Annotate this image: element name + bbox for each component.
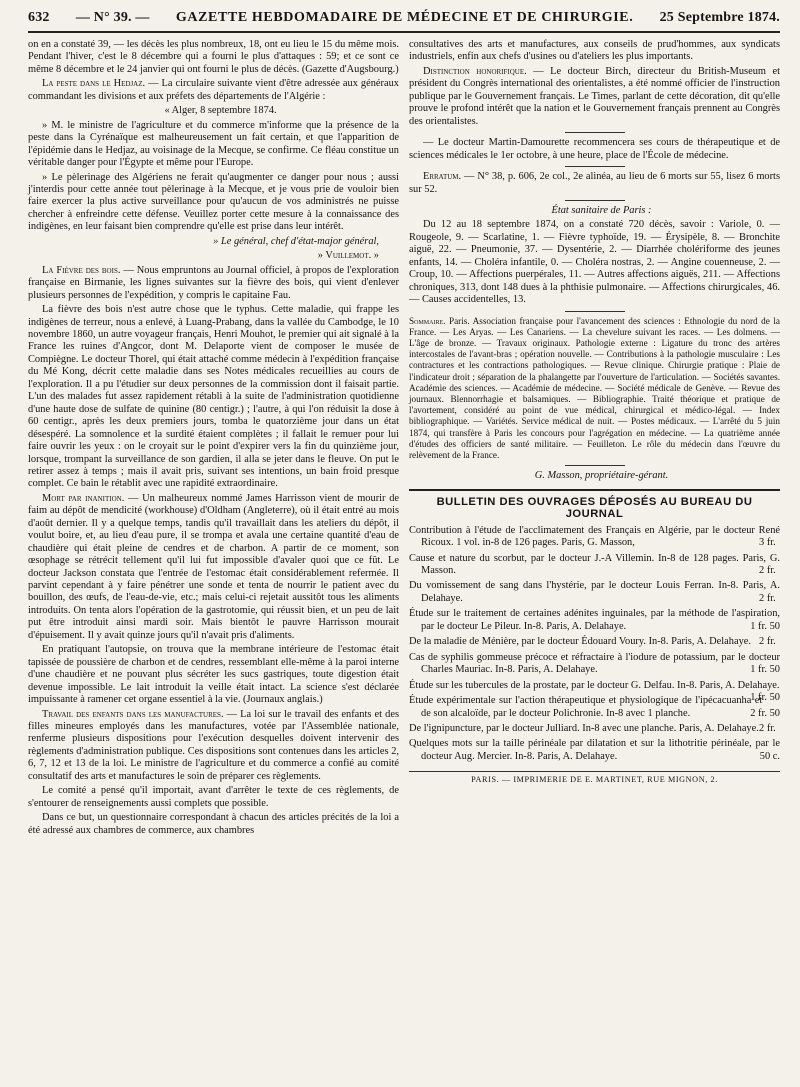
article-heading: Travail des enfants dans les manufactures.: [42, 708, 224, 720]
summary-text: Paris. Association française pour l'avancement des sciences : Ethnologie du nord de la France. — Les Aryas. — Les Canariens. — La chevelure suivant les races. — Les dolmens. — L'âge de bronze. — Travaux originaux. Pathologie externe : Ligature du tronc des artères intercostales de l'avant-bras ; opération nouvelle. — Contributions à la pathologie musculaire : Les contractures et les contractions pathologiques. — Revue clinique. Chirurgie pratique : Plaie de l'indicateur droit ; séparation de la phalangette par l'ouverture de l'articulation. — Sociétés savantes. Académie des sciences. — Académie de médecine. — Société médicale de Genève. — Revue des journaux. Blennorrhagie et balsamiques. — Bibliographie. Traité théorique et pratique de l'avortement, considéré au point de vue médical, chirurgical et médico-légal. — Index bibliographique. — Variétés. Service médical de nuit. — Postes médicaux. — L'arrêté du 5 juin 1874, qui transfère à Paris les concours pour l'agrégation en médecine. — La quatrième année d'études des officiers de santé militaire. — Feuilleton. Le rôle du médecin dans l'œuvre du relèvement de la France.: [409, 315, 780, 461]
paragraph: — La loi sur le travail des enfants et des filles mineures employés dans les manufactures, votée par l'Assemblée nationale, renferme plusieurs dispositions pour l'exécution desquelles doivent intervenir des règlements d'administration publique. Ces dispositions sont contenues dans les articles 2, 6, 7, 12 et 13 de la loi. Le ministre de l'agriculture et du commerce a confié au comité consultatif des arts et manufactures le soin de préparer ces règlements.: [28, 708, 399, 782]
paragraph: — Nous empruntons au Journal officiel, à propos de l'exploration française en Birmanie, les lignes suivantes sur la fièvre des bois, qui vient d'enlever plusieurs personnes de l'expédition, y compris le capitaine Fau.: [28, 264, 399, 301]
paragraph: — Le docteur Martin-Damourette recommencera ses cours de thérapeutique et de sciences médicales le 1er octobre, à une heure, place de l'École de médecine.: [409, 137, 780, 161]
paragraph: on en a constaté 39, — les décès les plus nombreux, 18, ont eu lieu le 15 du même mois. Pendant l'hiver, c'est le 8 décembre qui a fourni le plus d'attaques : 59; et ce sont ce même 8 décembre et le 24 janvier qui ont fourni le plus de décès. (Gazette d'Augsbourg.): [28, 39, 399, 75]
divider: [565, 311, 625, 312]
paragraph: » Le pèlerinage des Algériens ne ferait qu'augmenter ce danger pour nous ; aussi j'interdis pour cette année tout pèlerinage à la Mecque, et je vous prie de vouloir bien faire exercer la plus active surveillance pour qu'aucun de vos administrés ne puisse chercher à enfreindre cette défense. Veuillez porter cette mesure à la connaissance des indigènes, en leur faisant bien comprendre qu'elle est prise dans leur intérêt.: [28, 171, 399, 233]
article-erratum: [409, 171, 780, 196]
page-header: [28, 8, 780, 33]
paragraph: — La circulaire suivante vient d'être adressée aux généraux commandant les divisions et aux préfets des départements de l'Algérie :: [28, 78, 399, 102]
bibliography-entry: Quelques mots sur la taille périnéale par dilatation et sur la lithotritie périnéale, par le docteur Aug. Mercier. In-8. Paris, A. Delahaye. 50 c.: [409, 738, 780, 762]
paragraph: » M. le ministre de l'agriculture et du commerce m'informe que la présence de la peste dans la Cyrénaïque est malheureusement un fait certain, et que l'apparition de l'épidémie dans le Hedjaz, au voisinage de la Mecque, se confirme. Ce fléau constitue un véritable danger pour l'Égypte et même pour l'Europe.: [28, 119, 399, 169]
divider: [565, 166, 625, 167]
article-mort: [28, 493, 399, 642]
bibliography-entry: Du vomissement de sang dans l'hystérie, par le docteur Louis Ferran. In-8. Paris, A. Delahaye. 2 fr.: [409, 580, 780, 604]
left-column: [28, 39, 399, 839]
article-heading: La peste dans le Hedjaz.: [42, 78, 146, 90]
article-travail: [28, 709, 399, 784]
article-peste: [28, 78, 399, 103]
divider: [565, 200, 625, 201]
bibliography-entry: Étude expérimentale sur l'action thérapeutique et physiologique de l'ipécacuanha et de son alcaloïde, par le docteur Polichronie. In-8 avec 1 planche. 2 fr. 50: [409, 695, 780, 719]
page-number: 632: [28, 10, 50, 25]
article-fievre: [28, 265, 399, 302]
divider: [565, 465, 625, 466]
issue-number: — N° 39. —: [75, 10, 150, 25]
article-heading: Erratum.: [423, 171, 462, 183]
bibliography-entry: De l'ignipuncture, par le docteur Julliard. In-8 avec une planche. Paris, A. Delahaye. 2 fr.: [409, 722, 776, 734]
paragraph: — Un malheureux nommé James Harrisson vient de mourir de faim au dépôt de mendicité (workhouse) d'Oldham (Angleterre), où il était entré au mois d'août dernier. Il y a quelque temps, tandis qu'il travaillait dans les ateliers du dépôt, il voulut boire, et, au lieu d'eau pure, il se trompa et avala une certaine quantité d'eau de chaudière qui était pleine de cendres et de charbon. A partir de ce moment, son œsophage se rétrécit tellement qu'il lui fut impossible d'avaler quoi que ce fût. Le docteur Jackson constata que l'entrée de l'estomac était considérablement refermée. Il parvint cependant à y faire pénétrer une sonde et tenta de nourrir le patient avec du bouillon, des œufs, de l'eau-de-vie, etc.; mais celui-ci rejetait aussitôt tous les aliments introduits. On tenta alors l'opération de la gastrotomie, qui réussit bien, et un peu de lait put être introduit ainsi mardi soir. Mais bientôt le pauvre Harrisson mourait d'épuisement. Il y avait quinze jours qu'il n'avait pris d'aliments.: [28, 492, 399, 641]
bibliography-entry: Étude sur les tubercules de la prostate, par le docteur G. Delfau. In-8. Paris, A. Delahaye. 1 fr. 50: [409, 679, 780, 704]
signature-line: » Le général, chef d'état-major général,: [213, 235, 379, 247]
right-column: [409, 39, 780, 839]
article-heading: Mort par inanition.: [42, 492, 125, 504]
publisher-signature: G. Masson, propriétaire-gérant.: [534, 470, 669, 482]
letter-place-date: « Alger, 8 septembre 1874.: [164, 105, 277, 117]
bibliography-entry: Cause et nature du scorbut, par le docteur J.-A Villemin. In-8 de 128 pages. Paris, G. Masson. 2 fr.: [409, 552, 780, 576]
bulletin-title: BULLETIN DES OUVRAGES DÉPOSÉS AU BUREAU DU JOURNAL: [436, 495, 753, 521]
journal-title: GAZETTE HEBDOMADAIRE DE MÉDECINE ET DE CHIRURGIE.: [175, 10, 634, 25]
paragraph: consultatives des arts et manufactures, aux conseils de prud'hommes, aux syndicats industriels, enfin aux chefs d'usines ou d'ateliers les plus importants.: [409, 39, 780, 63]
paragraph: Le comité a pensé qu'il importait, avant d'arrêter le texte de ces règlements, de s'entourer de renseignements aussi complets que possible.: [28, 785, 399, 809]
paragraph: Dans ce but, un questionnaire correspondant à chacun des articles précités de la loi a été adressé aux chambres de commerce, aux chambres: [28, 812, 399, 836]
paragraph: La fièvre des bois n'est autre chose que le typhus. Cette maladie, qui frappe les indigènes de terreur, nous a enlevé, à Luang-Prabang, dans la vallée du Cambodge, le 10 novembre 1860, un autre voyageur français, Henri Mouhot, le premier qui ait signalé à la France les ruines d'Angcor, dont M. Delaporte vient de composer le musée de Compiègne. Le docteur Thorel, qui était attaché comme médecin à l'expédition française du Mé Kong, décrit cette maladie dans ses Notes médicales recueillies au cours de l'exploration. Il a pu l'étudier sur deux personnes de la commission dont il faisait partie. L'un des malades fut assez rapidement rétabli à la suite de l'administration quotidienne d'une haute dose de sulfate de quinine (80 centigr.) ; l'autre, à qui l'on réduisit la dose à 60 centigr., après les deux premiers jours, tomba le quatorzième jour dans un état désespéré. La somnolence et la surdité étaient complètes ; il fallait le remuer pour lui faire ouvrir les yeux : on le croyait sur le point d'expirer vers la fin du quinzième jour, lorsque, trompant la surveillance de son gardien, il alla se jeter dans le fleuve. On put le retirer assez à temps ; mais il avait pris, suivant ses intentions, un bain froid presque complet. Ce bain le rétablit avec une rapidité extraordinaire.: [28, 304, 399, 490]
paragraph: En pratiquant l'autopsie, on trouva que la membrane intérieure de l'estomac était tapissée de poussière de charbon et de cendres, ressemblant elle-même à la paroi interne d'une chaudière et ne pouvant plus sécréter les sucs gastriques, toute digestion était devenue impossible. Le lait introduit la veille était intact. La science s'est déclarée impuissante à ramener cet organe essentiel à la vie. (Journaux anglais.): [28, 644, 399, 706]
bibliography-entry: Contribution à l'étude de l'acclimatement des Français en Algérie, par le docteur René Ricoux. 1 vol. in-8 de 126 pages. Paris, G. Masson, 3 fr.: [409, 524, 780, 549]
printer-line: PARIS. — IMPRIMERIE DE E. MARTINET, RUE MIGNON, 2.: [409, 771, 780, 786]
article-heading: Distinction honorifique.: [423, 65, 527, 77]
paragraph: — N° 38, p. 606, 2e col., 2e alinéa, au lieu de 6 morts sur 55, lisez 6 morts sur 52.: [409, 171, 780, 195]
issue-date: 25 Septembre 1874.: [659, 10, 780, 25]
divider: [565, 132, 625, 133]
bibliography-entry: Étude sur le traitement de certaines adénites inguinales, par la méthode de l'aspiration, par le docteur Le Pileur. In-8. Paris, A. Delahaye. 1 fr. 50: [409, 608, 780, 632]
summary-block: [409, 316, 780, 462]
bibliography-entry: De la maladie de Ménière, par le docteur Édouard Voury. In-8. Paris, A. Delahaye. 2 fr.: [409, 636, 776, 648]
article-distinction: [409, 66, 780, 128]
paragraph: Du 12 au 18 septembre 1874, on a constaté 720 décès, savoir : Variole, 0. — Rougeole, 9. — Scarlatine, 1. — Fièvre typhoïde, 19. — Érysipèle, 8. — Bronchite aiguë, 22. — Pneumonie, 37. — Dysentérie, 2. — Diarrhée cholériforme des jeunes enfants, 14. — Choléra infantile, 0. — Choléra nostras, 2. — Angine couenneuse, 2. — Croup, 10. — Affections puerpérales, 11. — Autres affections aiguës, 211. — Affections chroniques, 313, dont 148 dues à la phthisie pulmonaire. — Affections chirurgicales, 46. — Causes accidentelles, 13.: [409, 219, 780, 306]
article-heading: La Fièvre des bois.: [42, 264, 121, 276]
bibliography-entry: Cas de syphilis gommeuse précoce et réfractaire à l'iodure de potassium, par le docteur Charles Mauriac. In-8. Paris, A. Delahaye. 1 fr. 50: [409, 651, 780, 676]
divider: [409, 489, 780, 491]
summary-label: Sommaire.: [409, 315, 446, 326]
section-title: État sanitaire de Paris :: [551, 204, 652, 216]
paragraph: — Le docteur Birch, directeur du British-Museum et président du Congrès international des orientalistes, a été nommé officier de l'instruction publique par le Gouvernement français. Le Times, parlant de cette décoration, dit qu'elle prouve le profond intérêt que la nation et le Gouvernement français prennent au Congrès des orientalistes.: [409, 65, 780, 127]
signature-name: » Vuillemot. »: [317, 250, 379, 262]
